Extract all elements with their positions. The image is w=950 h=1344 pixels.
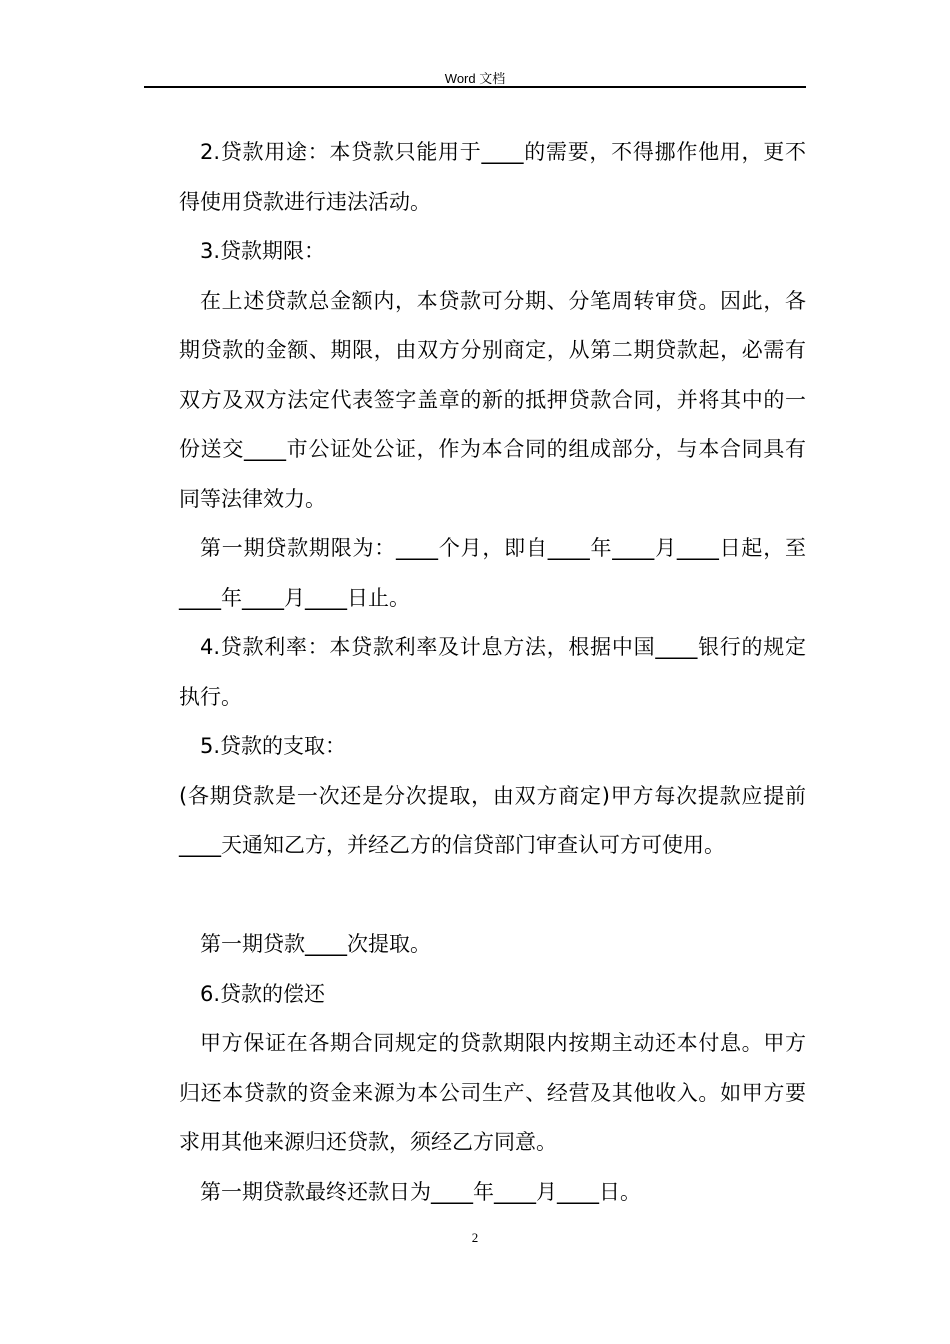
paragraph-withdrawal-heading: 5.贷款的支取： bbox=[200, 734, 347, 758]
paragraph-loan-term-body: 在上述贷款总金额内，本贷款可分期、分笔周转审贷。因此，各期贷款的金额、期限，由双方分别商定，从第二期贷款起，必需有双方及双方法定代表签字盖章的新的抵押贷款合同，并将其中的一份送交____市公证处公证，作为本合同的组成部分，与本合同具有同等法律效力。 bbox=[179, 288, 806, 511]
paragraph-repayment-body: 甲方保证在各期合同规定的贷款期限内按期主动还本付息。甲方归还本贷款的资金来源为本公司生产、经营及其他收入。如甲方要求用其他来源归还贷款，须经乙方同意。 bbox=[179, 1031, 806, 1154]
paragraph-interest-rate: 4.贷款利率：本贷款利率及计息方法，根据中国____银行的规定执行。 bbox=[179, 635, 806, 709]
header-divider bbox=[144, 86, 806, 88]
document-body bbox=[179, 128, 806, 1217]
page-number: 2 bbox=[471, 1230, 479, 1245]
paragraph-repayment-heading: 6.贷款的偿还 bbox=[200, 981, 326, 1006]
paragraph-final-repayment-date: 第一期贷款最终还款日为____年____月____日。 bbox=[200, 1179, 641, 1204]
blank-line bbox=[179, 871, 806, 921]
paragraph-withdrawal-body: (各期贷款是一次还是分次提取，由双方商定)甲方每次提款应提前____天通知乙方，并经乙方的信贷部门审查认可方可使用。 bbox=[179, 783, 806, 857]
page-header-title: Word 文档 bbox=[444, 71, 506, 86]
paragraph-loan-term-heading: 3.贷款期限： bbox=[200, 239, 326, 263]
paragraph-first-withdrawal: 第一期贷款____次提取。 bbox=[200, 932, 431, 956]
paragraph-first-term: 第一期贷款期限为：____个月，即自____年____月____日起，至____年____月____日止。 bbox=[179, 536, 806, 610]
paragraph-loan-purpose: 2.贷款用途：本贷款只能用于____的需要，不得挪作他用，更不得使用贷款进行违法活动。 bbox=[179, 140, 806, 214]
